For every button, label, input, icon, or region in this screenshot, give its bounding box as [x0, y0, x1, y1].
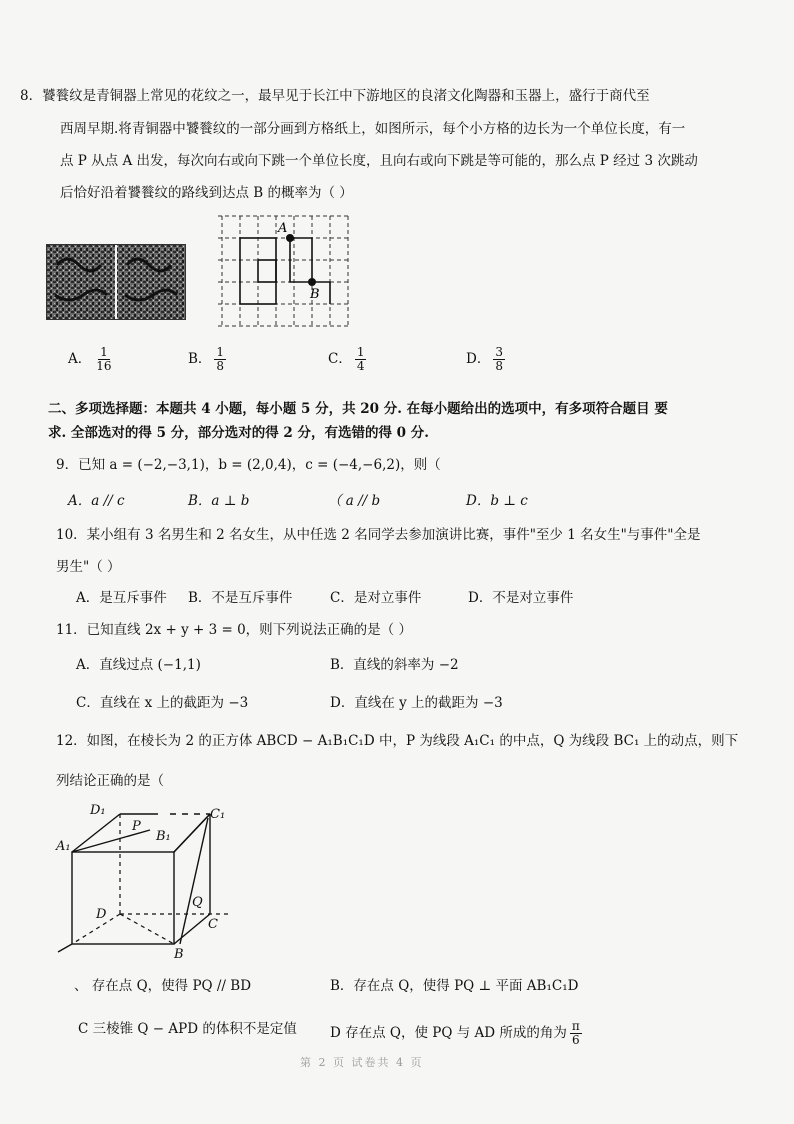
- q8-line-4: 后恰好沿着饕餮纹的路线到达点 B 的概率为（ ）: [60, 185, 353, 201]
- q9-option-d[interactable]: D．b ⊥ c: [466, 493, 528, 509]
- taotie-photo: [46, 244, 186, 320]
- cube-label-b1: B₁: [156, 829, 171, 844]
- q8-option-a[interactable]: A． $\frac{1}{16}$: [68, 345, 112, 373]
- grid-label-a: A: [278, 221, 288, 236]
- q8-option-c[interactable]: C． $\frac{1}{4}$: [328, 345, 365, 373]
- q8-option-b[interactable]: B． $\frac{1}{8}$: [188, 345, 225, 373]
- q9-option-b[interactable]: B．a ⊥ b: [188, 493, 250, 509]
- page-footer: 第 2 页 试卷共 4 页: [300, 1056, 424, 1069]
- cube-label-a1: A₁: [56, 839, 71, 854]
- q11-stem: 11．已知直线 2x + y + 3 = 0，则下列说法正确的是（ ）: [56, 622, 412, 638]
- cube-label-d1: D₁: [90, 803, 106, 818]
- q12-cube-diagram: [50, 794, 250, 964]
- cube-label-c: C: [208, 917, 218, 932]
- q12-option-c[interactable]: C 三棱锥 Q − APD 的体积不是定值: [78, 1021, 297, 1037]
- cube-label-q: Q: [192, 895, 203, 910]
- q10-option-b[interactable]: B．不是互斥事件: [188, 590, 293, 606]
- q11-option-b[interactable]: B．直线的斜率为 −2: [330, 657, 459, 673]
- q11-option-d[interactable]: D．直线在 y 上的截距为 −3: [330, 695, 503, 711]
- q8-line-2: 西周早期.将青铜器中饕餮纹的一部分画到方格纸上，如图所示，每个小方格的边长为一个单位长度，有一: [60, 121, 686, 137]
- q10-option-a[interactable]: A．是互斥事件: [76, 590, 167, 606]
- cube-label-d: D: [96, 907, 107, 922]
- q12-option-d[interactable]: D 存在点 Q，使 PQ 与 AD 所成的角为 $\frac{\pi}{6}$: [330, 1019, 580, 1047]
- q12-option-a[interactable]: 、 存在点 Q，使得 PQ // BD: [74, 978, 252, 994]
- q11-option-a[interactable]: A．直线过点 (−1,1): [76, 657, 201, 673]
- section2-line-2: 求. 全部选对的得 5 分，部分选对的得 2 分，有选错的得 0 分.: [48, 425, 429, 441]
- q8-line-3: 点 P 从点 A 出发，每次向右或向下跳一个单位长度，且向右或向下跳是等可能的，那么点 P 经过 3 次跳动: [60, 153, 698, 169]
- cube-label-b: B: [174, 947, 184, 962]
- q9-option-a[interactable]: A．a // c: [68, 493, 125, 509]
- grid-label-b: B: [310, 287, 320, 302]
- q8-grid-diagram: [214, 210, 354, 330]
- q10-line-1: 10．某小组有 3 名男生和 2 名女生，从中任选 2 名同学去参加演讲比赛，事件"至少 1 名女生"与事件"全是: [56, 527, 701, 543]
- q10-option-c[interactable]: C．是对立事件: [330, 590, 422, 606]
- q12-line-1: 12．如图，在棱长为 2 的正方体 ABCD − A₁B₁C₁D 中，P 为线段 A₁C₁ 的中点，Q 为线段 BC₁ 上的动点，则下: [56, 733, 739, 749]
- q8-option-d[interactable]: D． $\frac{3}{8}$: [466, 345, 503, 373]
- q9-option-c[interactable]: （ a // b: [328, 493, 381, 509]
- q8-line-1: 8．饕餮纹是青铜器上常见的花纹之一，最早见于长江中下游地区的良渚文化陶器和玉器上，盛行于商代至: [20, 88, 650, 104]
- section2-line-1: 二、多项选择题：本题共 4 小题，每小题 5 分，共 20 分. 在每小题给出的选项中，有多项符合题目 要: [48, 401, 668, 417]
- q12-line-2: 列结论正确的是（: [56, 773, 164, 789]
- cube-label-p: P: [132, 819, 141, 834]
- cube-label-c1: C₁: [210, 807, 226, 822]
- q11-option-c[interactable]: C．直线在 x 上的截距为 −3: [76, 695, 249, 711]
- q12-option-b[interactable]: B．存在点 Q，使得 PQ ⊥ 平面 AB₁C₁D: [330, 978, 579, 994]
- q9-stem: 9．已知 a = (−2,−3,1)，b = (2,0,4)，c = (−4,−6,2)，则（: [56, 457, 441, 473]
- q10-option-d[interactable]: D．不是对立事件: [468, 590, 574, 606]
- q10-line-2: 男生"（ ）: [56, 559, 121, 575]
